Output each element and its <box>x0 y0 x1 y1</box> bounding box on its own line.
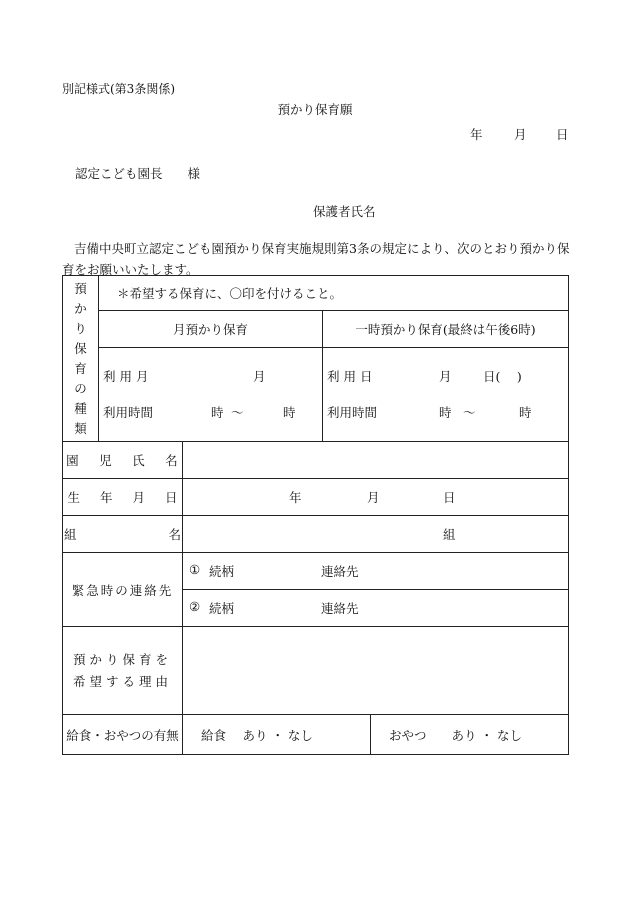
contact-2-number: ② <box>189 599 201 614</box>
contact-2-relation-label: 続柄 <box>209 601 235 616</box>
contact-1-contact-label: 連絡先 <box>321 564 359 579</box>
use-month-label: 利 用 月 <box>103 369 149 384</box>
temporary-tilde: ～ <box>463 405 476 420</box>
emergency-contact-1[interactable] <box>183 553 569 590</box>
date-day-label: 日 <box>555 127 569 142</box>
class-label: 組 名 <box>63 516 183 553</box>
meals-label: 給食・おやつの有無 <box>63 715 183 755</box>
care-type-instruction: ＊希望する保育に、〇印を付けること。 <box>99 276 569 311</box>
monthly-care-details[interactable] <box>99 348 323 442</box>
class-field[interactable] <box>183 516 569 553</box>
birth-day-unit: 日 <box>443 490 456 505</box>
reason-label <box>63 627 183 715</box>
snack-option[interactable]: おやつ あり ・ なし <box>371 715 569 755</box>
intro-paragraph <box>62 238 572 280</box>
emergency-contact-2[interactable] <box>183 590 569 627</box>
reason-label-line-2: 希望する理由 <box>72 673 172 689</box>
date-month-label: 月 <box>513 127 527 142</box>
date-year-label: 年 <box>470 127 483 142</box>
reason-label-line-1: 預かり保育を <box>72 651 172 667</box>
birth-month-unit: 月 <box>367 490 380 505</box>
reason-field[interactable] <box>183 627 569 715</box>
care-type-label: 預 か り 保 育 の 種 類 <box>63 276 99 442</box>
monthly-tilde: ～ <box>231 405 244 420</box>
child-name-label: 園 児 氏 名 <box>63 442 183 479</box>
use-month-unit: 月 <box>253 369 266 384</box>
class-unit: 組 <box>443 527 456 542</box>
temporary-day-unit: 日( ) <box>483 369 522 384</box>
monthly-time-label: 利用時間 <box>103 405 154 420</box>
date-line <box>470 125 568 143</box>
birthdate-label: 生 年 月 日 <box>63 479 183 516</box>
intro-text: 吉備中央町立認定こども園預かり保育実施規則第3条の規定により、次のとおり預かり保育をお願いいたします。 <box>62 241 570 277</box>
monthly-care-heading[interactable]: 月預かり保育 <box>99 311 323 348</box>
temporary-care-heading[interactable]: 一時預かり保育(最終は午後6時) <box>323 311 569 348</box>
emergency-contact-label: 緊急時の連絡先 <box>63 553 183 627</box>
lunch-option[interactable]: 給食 あり ・ なし <box>183 715 371 755</box>
birth-year-unit: 年 <box>289 490 302 505</box>
temporary-month-unit: 月 <box>439 369 452 384</box>
use-day-label: 利 用 日 <box>327 369 373 384</box>
monthly-hour-unit-end: 時 <box>283 405 296 420</box>
temporary-hour-unit-start: 時 <box>439 405 452 420</box>
page-title: 預かり保育願 <box>277 102 353 117</box>
form-reference: 別記様式(第3条関係) <box>62 82 175 96</box>
temporary-time-label: 利用時間 <box>327 405 378 420</box>
contact-1-number: ① <box>189 562 201 577</box>
contact-2-contact-label: 連絡先 <box>321 601 359 616</box>
contact-1-relation-label: 続柄 <box>209 564 235 579</box>
addressee: 認定こども園長 様 <box>75 166 201 181</box>
child-name-field[interactable] <box>183 442 569 479</box>
temporary-care-details[interactable] <box>323 348 569 442</box>
monthly-hour-unit-start: 時 <box>211 405 224 420</box>
guardian-name-label: 保護者氏名 <box>313 204 376 219</box>
application-form-table <box>62 275 569 755</box>
birthdate-field[interactable] <box>183 479 569 516</box>
temporary-hour-unit-end: 時 <box>519 405 532 420</box>
